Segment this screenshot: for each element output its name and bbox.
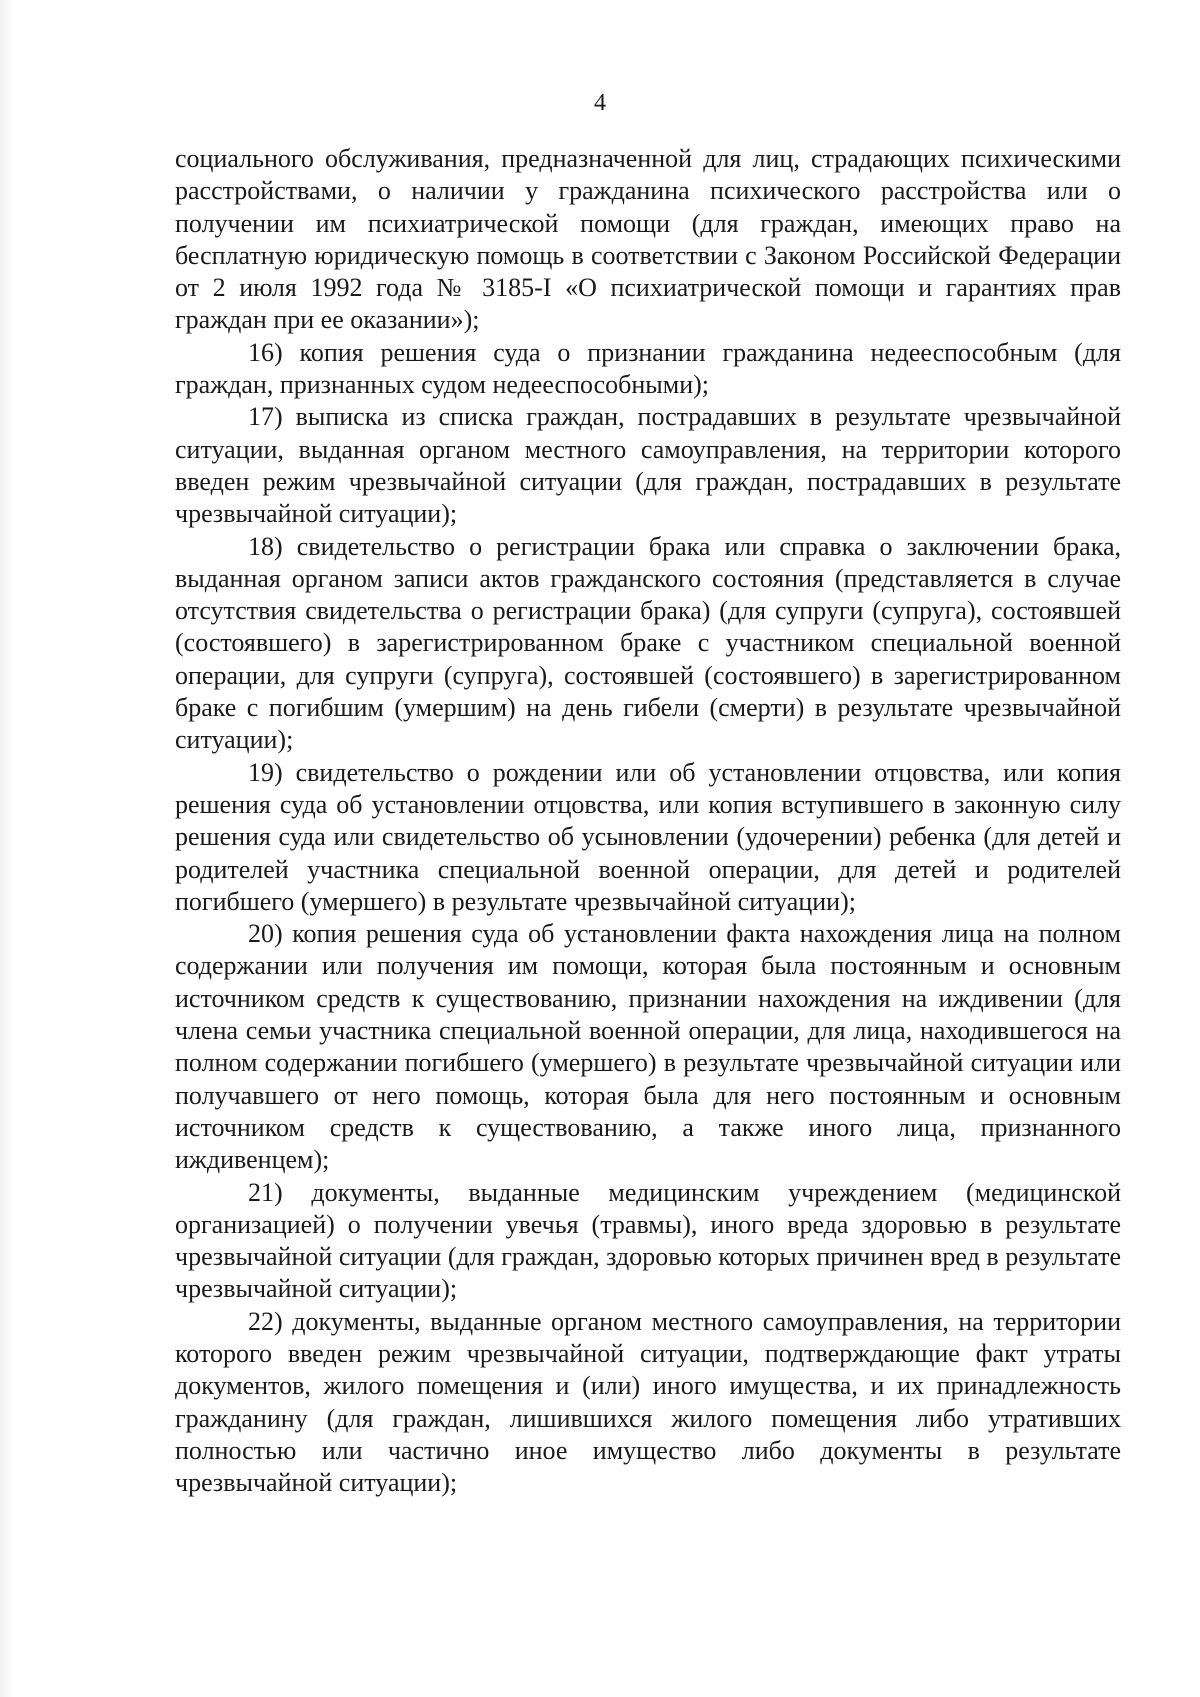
list-item-19: 19) свидетельство о рождении или об установлении отцовства, или копия решения суда об установлении отцовства, или копия вступившего в законную силу решения суда или свидетельство об усыновлении (удочерении) ребенка (для детей и родителей участника специальной военной операции, для детей и родителей погибшего (умершего) в результате чрезвычайной ситуации); [175,757,1121,916]
list-item-21: 21) документы, выданные медицинским учреждением (медицинской организацией) о получении увечья (травмы), иного вреда здоровью в результате чрезвычайной ситуации (для граждан, здоровью которых причинен вред в результате чрезвычайной ситуации); [175,1177,1121,1304]
scan-edge-shadow [0,0,14,1697]
list-item-18: 18) свидетельство о регистрации брака или справка о заключении брака, выданная органом записи актов гражданского состояния (представляется в случае отсутствия свидетельства о регистрации брака) (для супруги (супруга), состоявшей (состоявшего) в зарегистрированном браке с участником специальной военной операции, для супруги (супруга), состоявшей (состоявшего) в зарегистрированном браке с погибшим (умершим) на день гибели (смерти) в результате чрезвычайной ситуации); [175,531,1121,755]
paragraph-continuation: социального обслуживания, предназначенной для лиц, страдающих психическими расстройствами, о наличии у гражданина психического расстройства или о получении им психиатрической помощи (для граждан, имеющих право на бесплатную юридическую помощь в соответствии с Законом Российской Федерации от 2 июля 1992 года № 3185-I «О психиатрической помощи и гарантиях прав граждан при ее оказании»); [175,144,1121,335]
list-item-17: 17) выписка из списка граждан, пострадавших в результате чрезвычайной ситуации, выданная органом местного самоуправления, на территории которого введен режим чрезвычайной ситуации (для граждан, пострадавших в результате чрезвычайной ситуации); [175,402,1121,529]
list-item-22: 22) документы, выданные органом местного самоуправления, на территории которого введен режим чрезвычайной ситуации, подтверждающие факт утраты документов, жилого помещения и (или) иного имущества, и их принадлежность гражданину (для граждан, лишившихся жилого помещения либо утративших полностью или частично иное имущество либо документы в результате чрезвычайной ситуации); [175,1306,1121,1498]
list-item-16: 16) копия решения суда о признании гражданина недееспособным (для граждан, признанных судом недееспособными); [175,337,1121,400]
list-item-20: 20) копия решения суда об установлении факта нахождения лица на полном содержании или получения им помощи, которая была постоянным и основным источником средств к существованию, признании нахождения на иждивении (для члена семьи участника специальной военной операции, для лица, находившегося на полном содержании погибшего (умершего) в результате чрезвычайной ситуации или получавшего от него помощь, которая была для него постоянным и основным источником средств к существованию, а также иного лица, признанного иждивенцем); [175,919,1121,1175]
page-number: 4 [594,90,606,116]
document-body [175,143,1121,1499]
